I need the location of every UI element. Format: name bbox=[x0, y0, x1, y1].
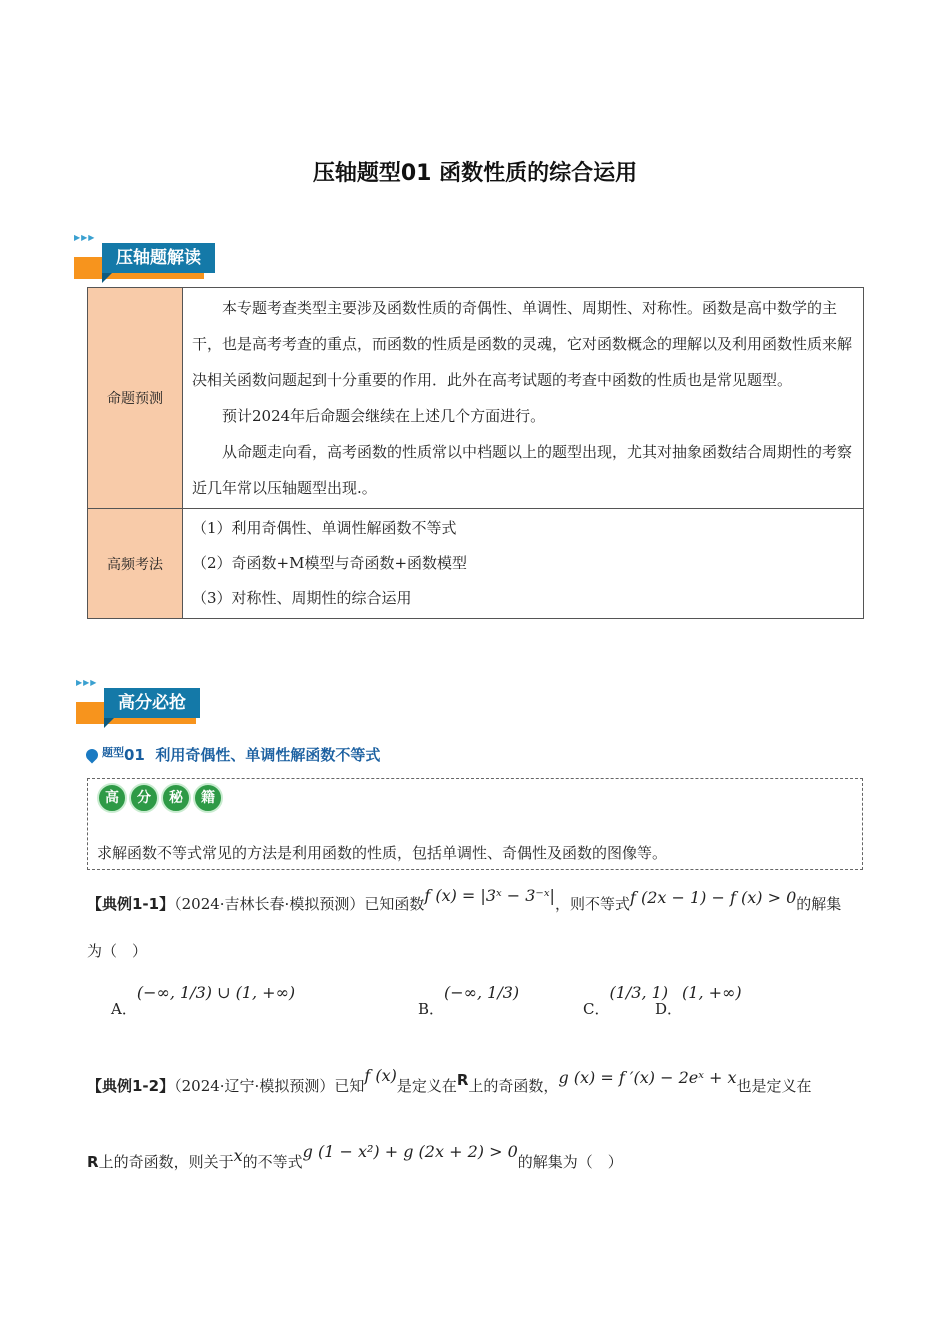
example-tag: 【典例1-1】 bbox=[87, 895, 175, 913]
inequality-formula: f (2x − 1) − f (x) > 0 bbox=[629, 888, 797, 907]
text: 上的奇函数， bbox=[468, 1077, 559, 1095]
text: 上的奇函数，则关于 bbox=[98, 1153, 234, 1171]
option-label: C． bbox=[583, 1000, 610, 1018]
example-tag: 【典例1-2】 bbox=[87, 1077, 175, 1095]
badge: 分 bbox=[129, 783, 159, 813]
example-1-2 bbox=[87, 1066, 812, 1096]
option-b[interactable] bbox=[418, 983, 519, 1019]
example-source: （2024·吉林长春·模拟预测）已知函数 bbox=[174, 895, 425, 913]
function-f: f (x) bbox=[364, 1066, 397, 1085]
example-source: （2024·辽宁·模拟预测）已知 bbox=[174, 1077, 365, 1095]
qtype-title: 利用奇偶性、单调性解函数不等式 bbox=[155, 746, 381, 764]
option-expr: (−∞, 1/3) ∪ (1, +∞) bbox=[136, 983, 296, 1002]
banner-label: 高分必抢 bbox=[104, 688, 200, 718]
set-r: R bbox=[456, 1071, 469, 1089]
paragraph: 从命题走向看，高考函数的性质常以中档题以上的题型出现，尤其对抽象函数结合周期性的考察近几年常以压轴题型出现.。 bbox=[192, 443, 853, 497]
option-label: A． bbox=[111, 1000, 137, 1018]
location-pin-icon bbox=[84, 747, 101, 764]
qtype-number: 01 bbox=[124, 746, 145, 764]
inequality-formula: g (1 − x²) + g (2x + 2) > 0 bbox=[302, 1142, 518, 1161]
list-item: （1）利用奇偶性、单调性解函数不等式 bbox=[192, 519, 457, 537]
function-g: g (x) = f ′(x) − 2eˣ + x bbox=[558, 1068, 737, 1087]
banner-label: 压轴题解读 bbox=[102, 243, 215, 273]
option-expr: (1/3, 1) bbox=[609, 983, 669, 1002]
option-expr: (−∞, 1/3) bbox=[444, 983, 520, 1002]
example-1-2-line2 bbox=[87, 1142, 623, 1172]
badge: 秘 bbox=[161, 783, 191, 813]
qtype-tag: 题型 bbox=[102, 746, 124, 759]
option-label: B． bbox=[418, 1000, 445, 1018]
tips-badges bbox=[97, 783, 223, 813]
list-item: （3）对称性、周期性的综合运用 bbox=[192, 589, 412, 607]
option-d[interactable] bbox=[655, 983, 742, 1019]
paragraph: 预计2024年后命题会继续在上述几个方面进行。 bbox=[222, 407, 546, 425]
option-a[interactable] bbox=[111, 983, 295, 1019]
section-banner-must-score bbox=[76, 678, 226, 728]
badge: 高 bbox=[97, 783, 127, 813]
arrow-dots-icon: ▶▶▶ bbox=[76, 678, 98, 687]
table-row bbox=[88, 288, 864, 509]
text: ，则不等式 bbox=[554, 895, 630, 913]
prediction-text bbox=[183, 288, 864, 509]
methods-list bbox=[183, 509, 864, 619]
option-expr: (1, +∞) bbox=[682, 983, 742, 1002]
tips-text: 求解函数不等式常见的方法是利用函数的性质，包括单调性、奇偶性及函数的图像等。 bbox=[97, 844, 668, 862]
example-1-1 bbox=[87, 886, 841, 914]
text: 也是定义在 bbox=[736, 1077, 812, 1095]
row-label-prediction: 命题预测 bbox=[88, 288, 183, 509]
variable-x: x bbox=[233, 1146, 243, 1165]
list-item: （2）奇函数+M模型与奇函数+函数模型 bbox=[192, 554, 468, 572]
row-label-methods: 高频考法 bbox=[88, 509, 183, 619]
example-1-1-line2: 为（ ） bbox=[87, 942, 148, 960]
set-r: R bbox=[87, 1153, 99, 1171]
text: 的不等式 bbox=[242, 1153, 303, 1171]
text: 的解集为（ ） bbox=[517, 1153, 623, 1171]
exam-analysis-table bbox=[87, 287, 864, 619]
paragraph: 本专题考查类型主要涉及函数性质的奇偶性、单调性、周期性、对称性。函数是高中数学的主干，也是高考考查的重点，而函数的性质是函数的灵魂，它对函数概念的理解以及利用函数性质来解决相关函数问题起到十分重要的作用．此外在高考试题的考查中函数的性质也是常见题型。 bbox=[192, 299, 853, 389]
page-title: 压轴题型01 函数性质的综合运用 bbox=[312, 161, 638, 186]
question-type-heading bbox=[86, 744, 380, 765]
table-row bbox=[88, 509, 864, 619]
option-label: D． bbox=[655, 1000, 683, 1018]
text: 是定义在 bbox=[396, 1077, 457, 1095]
section-banner-interpretation bbox=[74, 233, 234, 283]
arrow-dots-icon: ▶▶▶ bbox=[74, 233, 96, 242]
badge: 籍 bbox=[193, 783, 223, 813]
function-formula: f (x) = |3ˣ − 3⁻ˣ| bbox=[424, 886, 555, 905]
text: 的解集 bbox=[796, 895, 842, 913]
